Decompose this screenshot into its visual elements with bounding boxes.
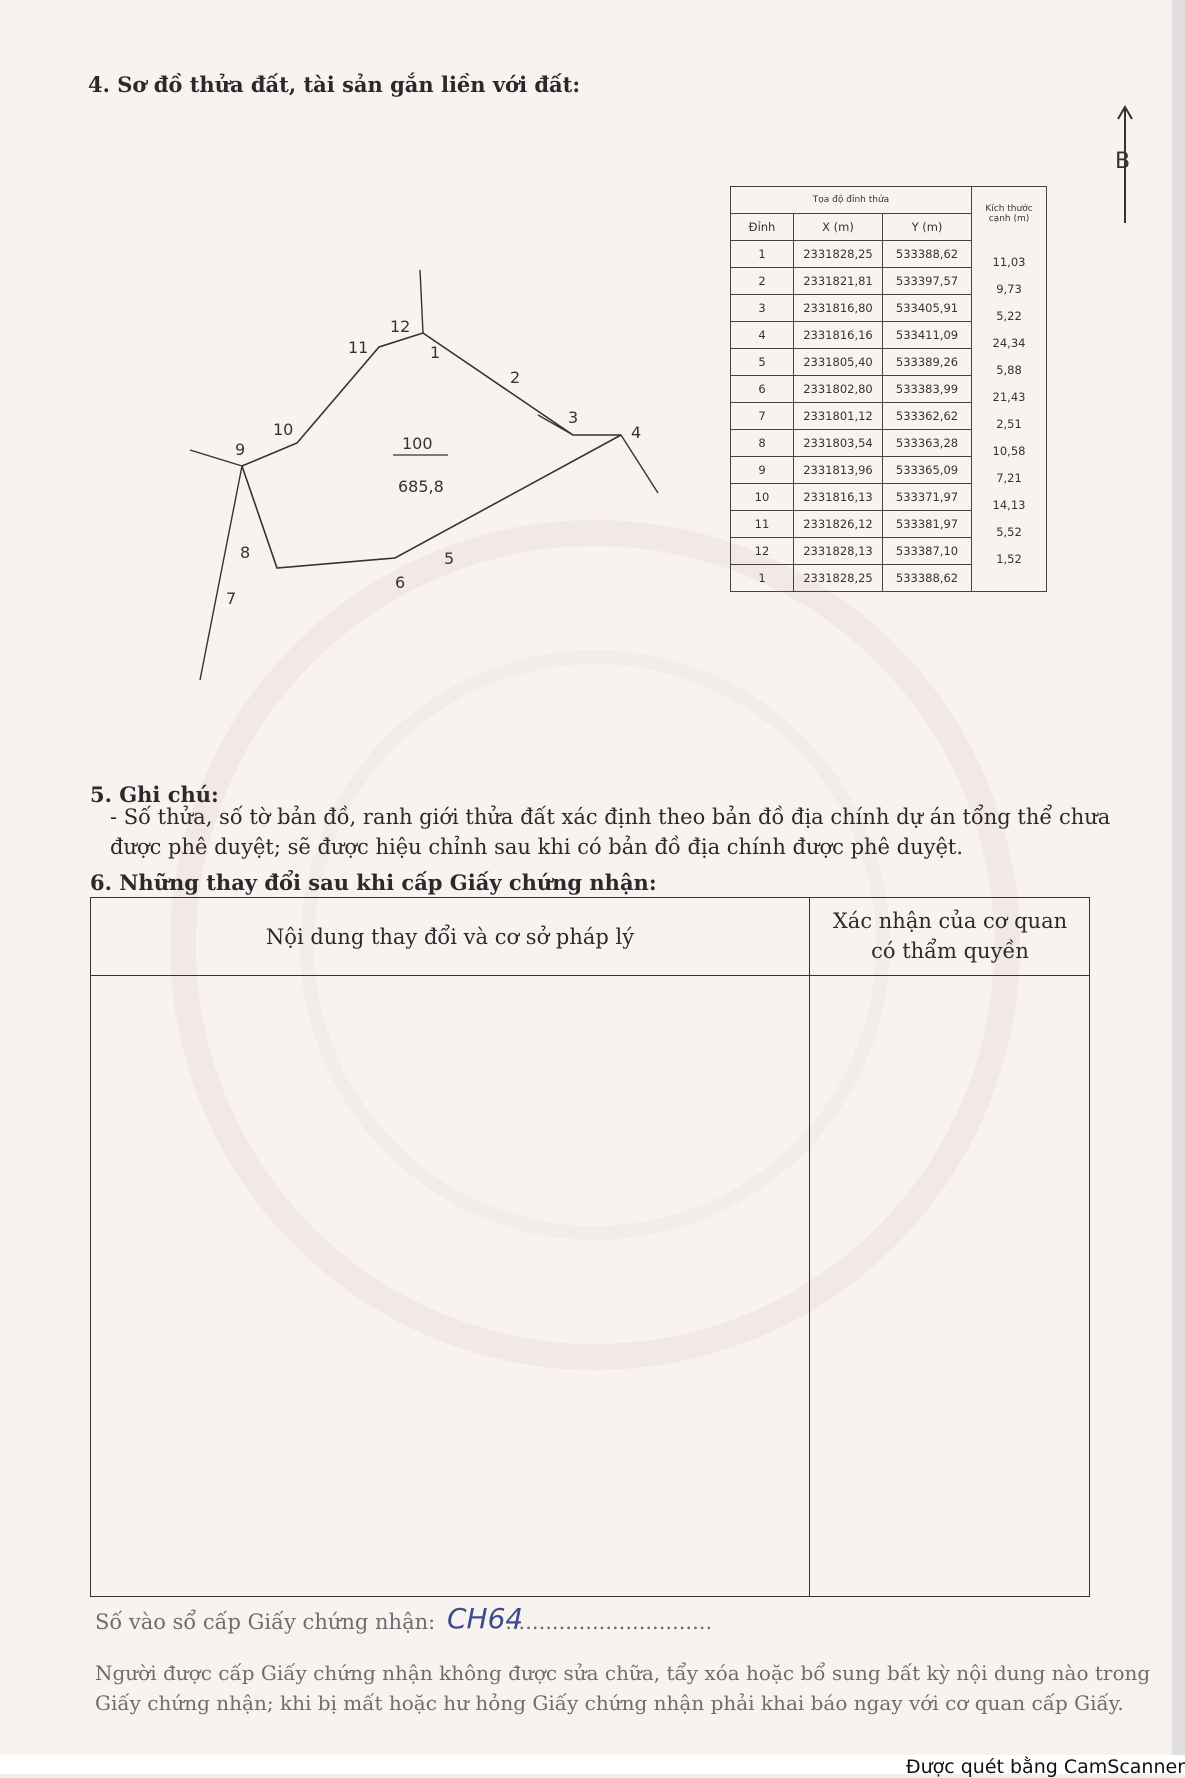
parcel-number: 100 [402,434,433,453]
vertex-label: 6 [395,573,406,592]
size-header: Kích thước cạnh (m) [972,187,1047,241]
edge-length: 5,22 [996,308,1022,323]
vertex-label: 12 [390,317,411,336]
edge-length-cell [972,484,1047,511]
vertex-label: 1 [430,343,441,362]
vertex-col-header: Đỉnh [731,214,794,241]
x-col-header: X (m) [794,214,883,241]
coord-row [731,241,1047,268]
x-cell: 2331816,16 [794,322,883,349]
x-cell: 2331802,80 [794,376,883,403]
vertex-label: 10 [273,420,294,439]
y-cell: 533363,28 [883,430,972,457]
changes-col-content: Nội dung thay đổi và cơ sở pháp lý [265,925,635,949]
y-col-header: Y (m) [883,214,972,241]
coord-row [731,457,1047,484]
coord-row [731,538,1047,565]
y-cell: 533365,09 [883,457,972,484]
vertex-label: 11 [348,338,369,357]
y-cell: 533371,97 [883,484,972,511]
y-cell: 533405,91 [883,295,972,322]
parcel-area: 685,8 [398,477,444,496]
x-cell: 2331801,12 [794,403,883,430]
coord-row [731,403,1047,430]
north-label: B [1115,149,1131,174]
edge-length: 2,51 [996,416,1022,431]
parcel-sketch [180,265,670,685]
vertex-cell: 1 [731,241,794,268]
coord-header: Tọa độ đỉnh thửa [731,187,972,214]
coord-row [731,376,1047,403]
north-arrow-icon [1110,105,1140,225]
edge-length: 24,34 [992,335,1026,350]
x-cell: 2331816,13 [794,484,883,511]
vertex-label: 8 [240,543,251,562]
confirm-line1: Xác nhận của cơ quan [832,909,1068,933]
y-cell: 533389,26 [883,349,972,376]
vertex-cell: 11 [731,511,794,538]
coord-row [731,322,1047,349]
edge-length-cell [972,349,1047,376]
vertex-label: 5 [444,549,455,568]
x-cell: 2331816,80 [794,295,883,322]
register-dots: ............................... [505,1610,713,1634]
note-line2: được phê duyệt; sẽ được hiệu chỉnh sau khi có bản đồ địa chính được phê duyệt. [110,835,964,859]
y-cell: 533362,62 [883,403,972,430]
edge-length: 5,52 [996,524,1022,539]
coord-row [731,484,1047,511]
x-cell: 2331805,40 [794,349,883,376]
changes-col-confirm [809,906,1091,966]
x-cell: 2331803,54 [794,430,883,457]
edge-length-cell [972,376,1047,403]
vertex-cell: 7 [731,403,794,430]
y-cell: 533388,62 [883,241,972,268]
y-cell: 533397,57 [883,268,972,295]
x-cell: 2331821,81 [794,268,883,295]
edge-length: 11,03 [992,254,1026,269]
edge-length: 9,73 [996,281,1022,296]
edge-length-cell [972,430,1047,457]
edge-length-cell [972,241,1047,268]
section6-heading: 6. Những thay đổi sau khi cấp Giấy chứng nhận: [90,870,657,895]
register-label: Số vào sổ cấp Giấy chứng nhận: [95,1610,436,1634]
notice-line1: Người được cấp Giấy chứng nhận không được sửa chữa, tẩy xóa hoặc bổ sung bất kỳ nội dung nào trong [95,1661,1151,1685]
coord-row [731,430,1047,457]
edge-length-cell [972,565,1047,592]
x-cell: 2331828,25 [794,565,883,592]
coord-row [731,349,1047,376]
edge-length-cell [972,268,1047,295]
coord-row [731,565,1047,592]
vertex-cell: 3 [731,295,794,322]
coord-row [731,268,1047,295]
edge-length-cell [972,322,1047,349]
vertex-label: 3 [568,408,579,427]
y-cell: 533388,62 [883,565,972,592]
section5-heading: 5. Ghi chú: [90,782,219,807]
edge-length: 21,43 [992,389,1026,404]
vertex-cell: 8 [731,430,794,457]
coord-row [731,511,1047,538]
coordinate-table [730,186,1047,592]
y-cell: 533381,97 [883,511,972,538]
note-line1: - Số thửa, số tờ bản đồ, ranh giới thửa đất xác định theo bản đồ địa chính dự án tổng thể chưa [110,805,1111,829]
scan-edge [1172,0,1185,1774]
vertex-cell: 4 [731,322,794,349]
vertex-cell: 10 [731,484,794,511]
vertex-label: 2 [510,368,521,387]
edge-length-cell [972,511,1047,538]
section4-heading: 4. Sơ đồ thửa đất, tài sản gắn liền với đất: [88,72,581,97]
edge-length: 10,58 [992,443,1026,458]
edge-length: 7,21 [996,470,1022,485]
y-cell: 533383,99 [883,376,972,403]
vertex-label: 4 [631,423,642,442]
x-cell: 2331828,25 [794,241,883,268]
vertex-cell: 12 [731,538,794,565]
changes-table [90,897,1090,1597]
vertex-cell: 2 [731,268,794,295]
edge-length-cell [972,457,1047,484]
edge-length-cell [972,295,1047,322]
vertex-cell: 9 [731,457,794,484]
notice-line2: Giấy chứng nhận; khi bị mất hoặc hư hỏng Giấy chứng nhận phải khai báo ngay với cơ quan cấp Giấy. [95,1691,1124,1715]
vertex-cell: 5 [731,349,794,376]
edge-length: 14,13 [992,497,1026,512]
x-cell: 2331813,96 [794,457,883,484]
confirm-line2: có thẩm quyền [871,939,1029,963]
coord-row [731,295,1047,322]
register-number-label [95,1610,712,1634]
vertex-label: 7 [226,589,237,608]
vertex-cell: 1 [731,565,794,592]
register-handwritten-value: CH64 [447,1602,524,1635]
edge-length: 5,88 [996,362,1022,377]
y-cell: 533411,09 [883,322,972,349]
scanner-caption: Được quét bằng CamScanner [905,1756,1185,1778]
x-cell: 2331826,12 [794,511,883,538]
x-cell: 2331828,13 [794,538,883,565]
edge-length-cell [972,538,1047,565]
edge-length-cell [972,403,1047,430]
y-cell: 533387,10 [883,538,972,565]
edge-length: 1,52 [996,551,1022,566]
vertex-cell: 6 [731,376,794,403]
vertex-label: 9 [235,440,246,459]
